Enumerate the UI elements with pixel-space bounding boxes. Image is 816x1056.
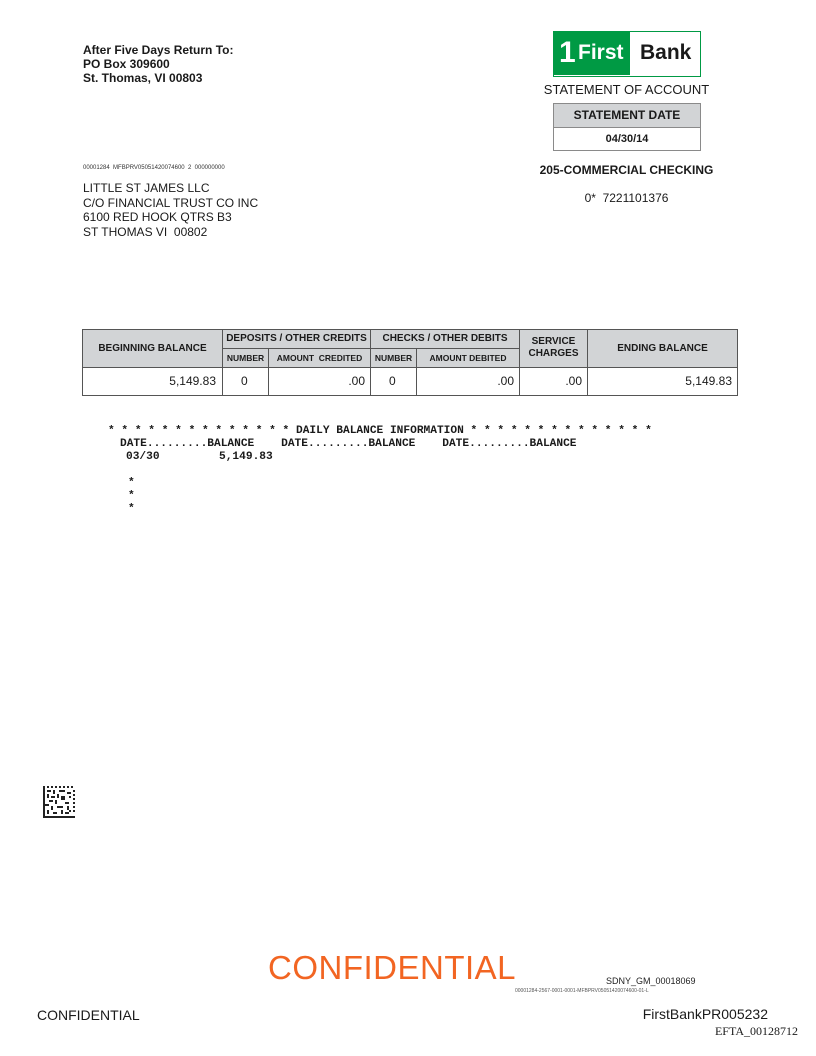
datamatrix-code-icon — [43, 786, 75, 818]
beginning-balance-value: 5,149.83 — [169, 374, 216, 388]
header-service-line1: SERVICE — [531, 336, 576, 347]
mailing-line2: C/O FINANCIAL TRUST CO INC — [83, 195, 259, 210]
service-charges-value: .00 — [565, 374, 582, 388]
firstbank-logo — [553, 31, 701, 77]
header-deposit-number: NUMBER — [226, 353, 265, 363]
ending-balance-value: 5,149.83 — [685, 374, 732, 388]
return-address-line3: St. Thomas, VI 00803 — [83, 71, 203, 85]
amount-debited-value: .00 — [497, 374, 514, 388]
logo-numeral: 1 — [559, 36, 576, 69]
grid-line — [370, 330, 371, 395]
daily-balance-date: 03/30 — [126, 451, 160, 463]
header-ending-balance: ENDING BALANCE — [617, 343, 708, 354]
micr-line: 00001284 MFBPRV05051420074600 2 000000000 — [83, 165, 225, 171]
mailing-line4: ST THOMAS VI 00802 — [83, 224, 208, 239]
header-deposits: DEPOSITS / OTHER CREDITS — [226, 333, 367, 344]
daily-balance-amount: 5,149.83 — [219, 451, 273, 463]
header-beginning-balance: BEGINNING BALANCE — [83, 330, 222, 367]
return-address-line2: PO Box 309600 — [83, 57, 170, 71]
logo-first-text: First — [578, 41, 624, 64]
logo-green-block — [554, 32, 630, 75]
return-address-line1: After Five Days Return To: — [83, 43, 234, 57]
sdny-bates-number: SDNY_GM_00018069 — [606, 976, 696, 986]
header-check-number: NUMBER — [374, 353, 413, 363]
account-type: 205-COMMERCIAL CHECKING — [539, 163, 714, 177]
daily-balance-star: * — [128, 477, 135, 489]
header-service-line2: CHARGES — [528, 348, 579, 359]
confidential-stamp: CONFIDENTIAL — [268, 949, 517, 986]
statement-date-value: 04/30/14 — [605, 133, 649, 145]
mailing-line3: 6100 RED HOOK QTRS B3 — [83, 210, 232, 224]
mailing-address — [83, 181, 258, 239]
statement-date-box — [553, 103, 701, 151]
logo-bank-text: Bank — [640, 41, 692, 64]
return-address — [83, 43, 233, 85]
header-amount-credited: AMOUNT CREDITED — [276, 353, 363, 363]
grid-line — [223, 348, 519, 349]
header-checks: CHECKS / OTHER DEBITS — [382, 333, 508, 344]
account-summary-table — [82, 329, 738, 396]
account-number: 0* 7221101376 — [584, 191, 669, 205]
header-amount-debited: AMOUNT DEBITED — [429, 353, 507, 363]
daily-balance-title: * * * * * * * * * * * * * * DAILY BALANCE INFORMATION * * * * * * * * * * * * * * — [108, 425, 652, 437]
efta-number: EFTA_00128712 — [714, 1024, 798, 1038]
amount-credited-value: .00 — [348, 374, 365, 388]
deposit-count-value: 0 — [241, 374, 248, 388]
daily-balance-star: * — [128, 503, 135, 515]
statement-title: STATEMENT OF ACCOUNT — [543, 82, 710, 97]
firstbank-bates-number: FirstBankPR005232 — [642, 1006, 768, 1022]
confidential-label: CONFIDENTIAL — [37, 1007, 140, 1023]
document-tracking-code: 00001284-2567-0001-0001-MFBPRV05051420074600-01-L — [515, 988, 649, 994]
grid-line — [222, 330, 223, 395]
statement-date-label: STATEMENT DATE — [554, 104, 700, 128]
check-count-value: 0 — [389, 374, 396, 388]
daily-balance-header: DATE.........BALANCE DATE.........BALANCE DATE.........BALANCE — [120, 438, 577, 450]
daily-balance-star: * — [128, 490, 135, 502]
mailing-line1: LITTLE ST JAMES LLC — [83, 181, 210, 195]
